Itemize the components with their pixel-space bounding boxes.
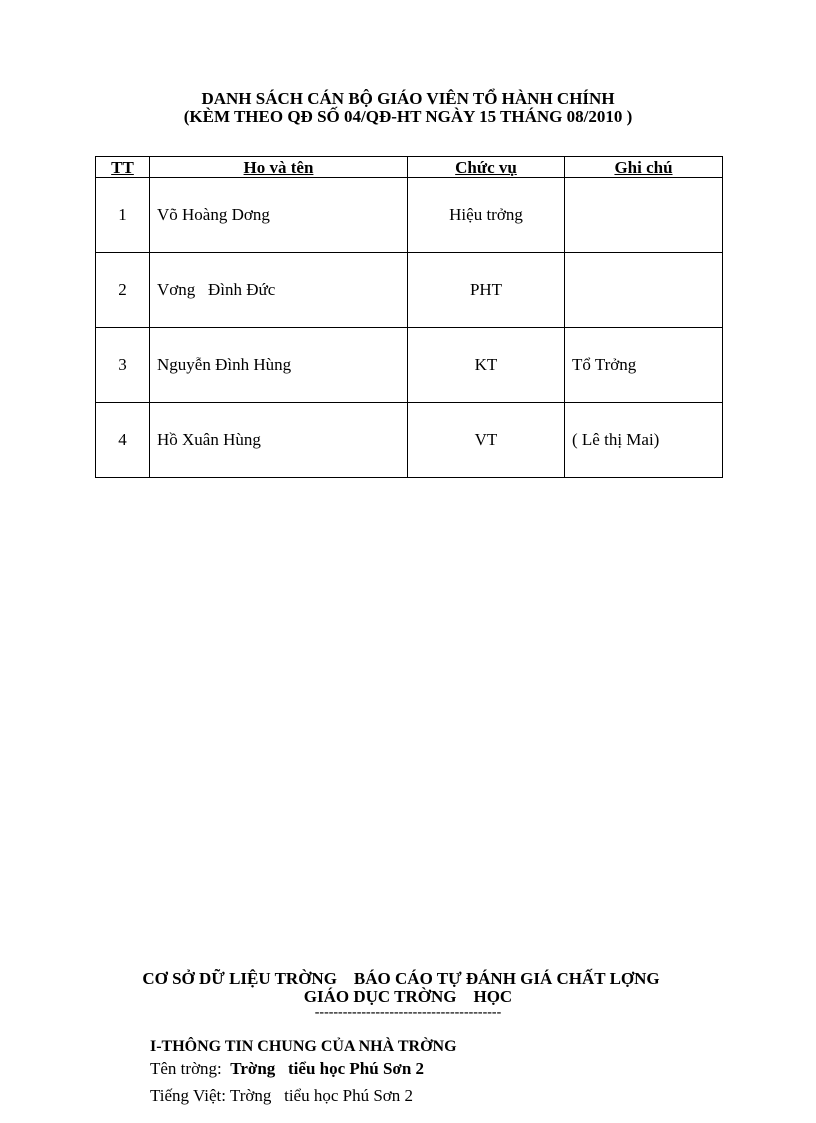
school-name-label: Tên trờng: [150,1059,222,1078]
table-row [96,178,723,253]
section-heading: I-THÔNG TIN CHUNG CỦA NHÀ TRỜNG [150,1038,457,1055]
school-name-line [150,1059,424,1079]
cell-note [565,253,723,328]
header-tt: TT [96,157,150,178]
school-name-value: Trờng tiểu học Phú Sơn 2 [230,1059,425,1078]
report-title-line1: CƠ SỞ DỮ LIỆU TRỜNG BÁO CÁO TỰ ĐÁNH GIÁ CHẤT LỢNG [142,969,660,988]
cell-note [565,178,723,253]
table-row [96,403,723,478]
separator-line: ---------------------------------------- [314,1005,502,1020]
table-row [96,328,723,403]
cell-position: VT [408,403,565,478]
cell-name: Vơng Đình Đức [150,253,408,328]
vietnamese-name-line: Tiếng Việt: Trờng tiểu học Phú Sơn 2 [150,1086,414,1105]
cell-tt: 4 [96,403,150,478]
table-header-row [96,157,723,178]
cell-name: Nguyễn Đình Hùng [150,328,408,403]
cell-position: PHT [408,253,565,328]
staff-table [95,156,723,478]
cell-tt: 2 [96,253,150,328]
cell-name: Hồ Xuân Hùng [150,403,408,478]
document-title: DANH SÁCH CÁN BỘ GIÁO VIÊN TỔ HÀNH CHÍNH [201,89,615,108]
header-position: Chức vụ [408,157,565,178]
table-row [96,253,723,328]
header-note: Ghi chú [565,157,723,178]
header-name: Ho và tên [150,157,408,178]
report-title-line2: GIÁO DỤC TRỜNG HỌC [303,987,513,1006]
cell-note: ( Lê thị Mai) [565,403,723,478]
cell-note: Tổ Trởng [565,328,723,403]
cell-position: Hiệu trởng [408,178,565,253]
cell-name: Võ Hoàng Dơng [150,178,408,253]
cell-position: KT [408,328,565,403]
cell-tt: 1 [96,178,150,253]
document-subtitle: (KÈM THEO QĐ SỐ 04/QĐ-HT NGÀY 15 THÁNG 08/2010 ) [183,107,633,126]
cell-tt: 3 [96,328,150,403]
